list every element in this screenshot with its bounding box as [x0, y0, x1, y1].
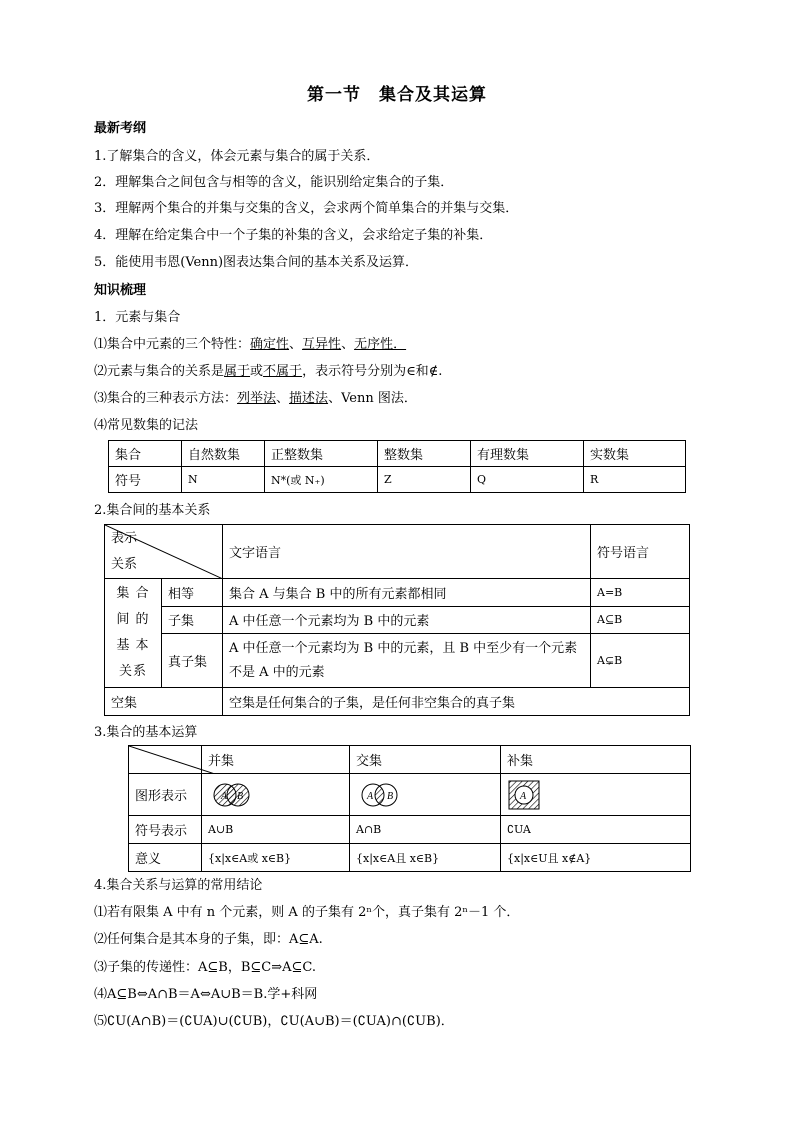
- heading-operations: 3.集合的基本运算: [94, 725, 198, 740]
- table-cell: A⊆B: [591, 606, 690, 634]
- conclusion-item-5: ⑸∁U(A∩B)＝(∁UA)∪(∁UB)，∁U(A∪B)＝(∁UA)∩(∁UB)．: [94, 1014, 454, 1029]
- venn-label: B: [387, 790, 394, 802]
- venn-label: A: [367, 790, 374, 802]
- table-corner-cell: [105, 525, 223, 579]
- table-cell: 整数集: [378, 441, 471, 467]
- table-cell: N*(或 N₊): [265, 467, 378, 493]
- group-label-cell: [105, 579, 162, 688]
- table-row: [109, 441, 686, 467]
- table-row: [105, 606, 690, 634]
- heading-syllabus: 最新考纲: [94, 121, 147, 136]
- text: 、: [289, 337, 303, 352]
- table-cell: 符号: [109, 467, 182, 493]
- paragraph-membership: [94, 360, 442, 379]
- term-unordered: 无序性．: [354, 337, 407, 352]
- paragraph-characteristics: [94, 333, 406, 352]
- table-row: [129, 774, 691, 816]
- table-header-cell: 补集: [501, 746, 691, 774]
- table-row: [105, 688, 690, 716]
- table-row: [129, 746, 691, 774]
- term-description: 描述法: [289, 391, 329, 406]
- corner-label-bottom: 关系: [111, 557, 138, 572]
- table-cell: {x|x∈A且 x∈B}: [350, 844, 501, 872]
- text: ，表示符号分别为∈和∉.: [302, 364, 443, 379]
- table-row: [129, 844, 691, 872]
- venn-union-icon: [208, 780, 258, 810]
- table-cell: A 中任意一个元素均为 B 中的元素: [223, 606, 591, 634]
- table-cell: 自然数集: [182, 441, 265, 467]
- term-distinctness: 互异性: [302, 337, 342, 352]
- venn-complement-cell: [501, 774, 691, 816]
- term-belongs: 属于: [224, 364, 251, 379]
- number-sets-table: [108, 440, 686, 493]
- table-cell: A∪B: [202, 816, 350, 844]
- table-cell: 集合: [109, 441, 182, 467]
- table-cell: R: [584, 467, 686, 493]
- text: 、: [341, 337, 355, 352]
- text: ⑴集合中元素的三个特性：: [94, 337, 251, 352]
- conclusion-item-1: ⑴若有限集 A 中有 n 个元素，则 A 的子集有 2ⁿ个，真子集有 2ⁿ－1 个．: [94, 905, 520, 920]
- heading-conclusions: 4.集合关系与运算的常用结论: [94, 878, 263, 893]
- table-cell: 空集: [105, 688, 223, 716]
- page-title: 第一节 集合及其运算: [307, 85, 487, 105]
- table-cell: 相等: [162, 579, 223, 607]
- table-cell: A 中任意一个元素均为 B 中的元素，且 B 中至少有一个元素不是 A 中的元素: [223, 634, 591, 688]
- table-cell: A∩B: [350, 816, 501, 844]
- syllabus-item-4: 4．理解在给定集合中一个子集的补集的含义，会求给定子集的补集．: [94, 228, 493, 243]
- table-cell: Q: [471, 467, 584, 493]
- venn-intersection-icon: [356, 780, 406, 810]
- text: ⑵元素与集合的关系是: [94, 364, 225, 379]
- table-row: [129, 816, 691, 844]
- syllabus-item-5: 5．能使用韦恩(Venn)图表达集合间的基本关系及运算．: [94, 255, 419, 270]
- table-cell: 实数集: [584, 441, 686, 467]
- term-definiteness: 确定性: [250, 337, 290, 352]
- venn-label: A: [520, 790, 527, 802]
- group-label: 集 合 间 的 基 本 关系: [116, 586, 150, 679]
- table-cell: 空集是任何集合的子集，是任何非空集合的真子集: [223, 688, 690, 716]
- text: 、: [276, 391, 290, 406]
- syllabus-item-1: 1.了解集合的含义，体会元素与集合的属于关系．: [94, 149, 380, 164]
- corner-label-top: 表示: [111, 531, 138, 546]
- subheading-elements: 1．元素与集合: [94, 310, 181, 325]
- table-cell: {x|x∈U且 x∉A}: [501, 844, 691, 872]
- conclusion-item-3: ⑶子集的传递性：A⊆B，B⊆C⇒A⊆C.: [94, 960, 317, 975]
- syllabus-item-2: 2．理解集合之间包含与相等的含义，能识别给定集合的子集．: [94, 175, 454, 190]
- table-header-cell: 交集: [350, 746, 501, 774]
- table-row: [105, 634, 690, 688]
- heading-relations: 2.集合间的基本关系: [94, 503, 211, 518]
- term-not-belongs: 不属于: [263, 364, 303, 379]
- table-cell: {x|x∈A或 x∈B}: [202, 844, 350, 872]
- table-corner-cell: [129, 746, 202, 774]
- table-cell: N: [182, 467, 265, 493]
- venn-label: B: [237, 790, 244, 802]
- venn-label: A: [221, 790, 228, 802]
- table-header-cell: 文字语言: [223, 525, 591, 579]
- table-cell: 真子集: [162, 634, 223, 688]
- conclusion-item-4: ⑷A⊆B⇔A∩B＝A⇔A∪B＝B.学+科网: [94, 987, 318, 1002]
- table-row: [109, 467, 686, 493]
- table-cell: 正整数集: [265, 441, 378, 467]
- table-cell: A=B: [591, 579, 690, 607]
- text: 或: [250, 364, 264, 379]
- table-cell: 符号表示: [129, 816, 202, 844]
- syllabus-item-3: 3．理解两个集合的并集与交集的含义，会求两个简单集合的并集与交集．: [94, 201, 519, 216]
- operations-table: [128, 745, 691, 872]
- term-enumeration: 列举法: [237, 391, 277, 406]
- text: 、Venn 图法．: [328, 391, 417, 406]
- table-header-cell: 符号语言: [591, 525, 690, 579]
- table-cell: 子集: [162, 606, 223, 634]
- venn-union-cell: [202, 774, 350, 816]
- table-cell: 有理数集: [471, 441, 584, 467]
- table-row: [105, 525, 690, 579]
- table-cell: ∁UA: [501, 816, 691, 844]
- venn-complement-icon: [507, 779, 543, 811]
- venn-intersection-cell: [350, 774, 501, 816]
- heading-knowledge: 知识梳理: [94, 283, 147, 298]
- relations-table: [104, 524, 690, 716]
- table-cell: Z: [378, 467, 471, 493]
- table-row: [105, 579, 690, 607]
- diagonal-line: [129, 746, 215, 774]
- table-cell: 意义: [129, 844, 202, 872]
- table-cell: A⊊B: [591, 634, 690, 688]
- table-header-cell: 并集: [202, 746, 350, 774]
- paragraph-number-sets: ⑷常见数集的记法: [94, 418, 199, 433]
- table-cell: 集合 A 与集合 B 中的所有元素都相同: [223, 579, 591, 607]
- conclusion-item-2: ⑵任何集合是其本身的子集，即：A⊆A.: [94, 932, 323, 947]
- paragraph-representation: [94, 387, 417, 406]
- table-cell: 图形表示: [129, 774, 202, 816]
- text: ⑶集合的三种表示方法：: [94, 391, 238, 406]
